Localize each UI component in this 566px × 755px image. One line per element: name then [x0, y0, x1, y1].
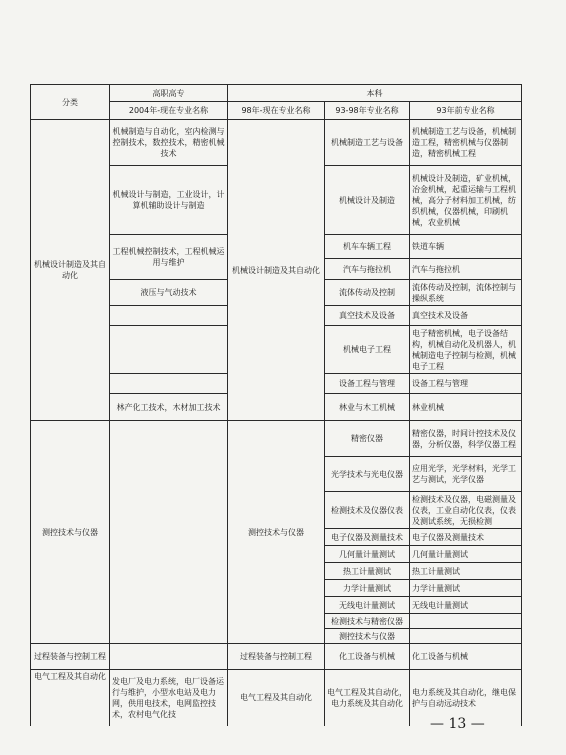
ug-pre93-cell: 热工计量测试: [410, 563, 522, 580]
ug-93-98-cell: 汽车与拖拉机: [325, 259, 410, 280]
ug-93-98-cell: 力学计量测试: [325, 580, 410, 597]
category-cell: 机械设计制造及其自动化: [31, 120, 110, 421]
ug-pre93-cell: 化工设备与机械: [410, 644, 522, 670]
ug98-cell: 机械设计制造及其自动化: [228, 120, 325, 421]
ug-93-98-cell: 检测技术与精密仪器: [325, 614, 410, 629]
vocational-cell: 液压与气动技术: [110, 280, 228, 306]
major-mapping-table: [30, 84, 522, 726]
category-cell: 测控技术与仪器: [31, 421, 110, 644]
ug-pre93-cell: 汽车与拖拉机: [410, 259, 522, 280]
ug-93-98-cell: 无线电计量测试: [325, 597, 410, 614]
ug-93-98-cell: 机械制造工艺与设备: [325, 120, 410, 166]
ug-pre93-cell: 应用光学，光学材料，光学工艺与测试，光学仪器: [410, 457, 522, 492]
ug-93-98-cell: 机车车辆工程: [325, 235, 410, 259]
ug-pre93-cell: 几何量计量测试: [410, 546, 522, 563]
ug-pre93-cell: [410, 614, 522, 629]
vocational-cell: 工程机械控制技术，工程机械运用与维护: [110, 235, 228, 280]
vocational-cell: 机械制造与自动化，室内检测与控制技术，数控技术，精密机械技术: [110, 120, 228, 166]
ug-pre93-cell: 铁道车辆: [410, 235, 522, 259]
ug-93-98-cell: 热工计量测试: [325, 563, 410, 580]
header-ug-93-98: 93-98年专业名称: [325, 102, 410, 120]
ug98-cell: 测控技术与仪器: [228, 421, 325, 644]
vocational-cell: 发电厂及电力系统，电厂设备运行与维护，小型水电站及电力网，供用电技术，电网监控技术，农村电气化技: [110, 670, 228, 726]
ug-93-98-cell: 机械电子工程: [325, 326, 410, 374]
ug-pre93-cell: 电力系统及其自动化，继电保护与自动远动技术: [410, 670, 522, 726]
ug-pre93-cell: 机械制造工艺与设备，机械制造工程，精密机械与仪器制造，精密机械工程: [410, 120, 522, 166]
header-ug-98: 98年-现在专业名称: [228, 102, 325, 120]
ug-93-98-cell: 电子仪器及测量技术: [325, 529, 410, 546]
vocational-cell: [110, 421, 228, 644]
ug-93-98-cell: 光学技术与光电仪器: [325, 457, 410, 492]
page-number: — 13 —: [430, 716, 485, 732]
ug-93-98-cell: 流体传动及控制: [325, 280, 410, 306]
ug-pre93-cell: 流体传动及控制，流体控制与操纵系统: [410, 280, 522, 306]
vocational-cell: 机械设计与制造，工业设计，计算机辅助设计与制造: [110, 166, 228, 235]
ug-pre93-cell: 机械设计及制造，矿业机械，冶金机械，起重运输与工程机械，高分子材料加工机械，纺织机械，仪器机械，印刷机械，农业机械: [410, 166, 522, 235]
header-vocational-sub: 2004年-现在专业名称: [110, 102, 228, 120]
vocational-cell: [110, 644, 228, 670]
ug98-cell: 电气工程及其自动化: [228, 670, 325, 726]
ug98-cell: 过程装备与控制工程: [228, 644, 325, 670]
ug-93-98-cell: 林业与木工机械: [325, 394, 410, 421]
ug-93-98-cell: 精密仪器: [325, 421, 410, 457]
vocational-cell: [110, 306, 228, 326]
ug-93-98-cell: 几何量计量测试: [325, 546, 410, 563]
ug-pre93-cell: 设备工程与管理: [410, 374, 522, 394]
ug-pre93-cell: 电子精密机械，电子设备结构，机械自动化及机器人，机械制造电子控制与检测，机械电子工程: [410, 326, 522, 374]
header-ug-pre93: 93年前专业名称: [410, 102, 522, 120]
ug-pre93-cell: 电子仪器及测量技术: [410, 529, 522, 546]
vocational-cell: [110, 374, 228, 394]
vocational-cell: 林产化工技术，木材加工技术: [110, 394, 228, 421]
ug-93-98-cell: 真空技术及设备: [325, 306, 410, 326]
ug-pre93-cell: 力学计量测试: [410, 580, 522, 597]
ug-93-98-cell: 测控技术与仪器: [325, 629, 410, 644]
ug-93-98-cell: 机械设计及制造: [325, 166, 410, 235]
ug-pre93-cell: 精密仪器，时间计控技术及仪器，分析仪器，科学仪器工程: [410, 421, 522, 457]
category-cell: 电气工程及其自动化: [31, 670, 110, 726]
ug-pre93-cell: 无线电计量测试: [410, 597, 522, 614]
category-cell: 过程装备与控制工程: [31, 644, 110, 670]
ug-pre93-cell: [410, 629, 522, 644]
ug-pre93-cell: 检测技术及仪器，电磁测量及仪表，工业自动化仪表，仪表及测试系统，无损检测: [410, 492, 522, 529]
ug-93-98-cell: 检测技术及仪器仪表: [325, 492, 410, 529]
header-category: 分类: [31, 85, 110, 120]
ug-pre93-cell: 真空技术及设备: [410, 306, 522, 326]
vocational-cell: [110, 326, 228, 374]
ug-pre93-cell: 林业机械: [410, 394, 522, 421]
header-undergrad: 本科: [228, 85, 522, 102]
ug-93-98-cell: 设备工程与管理: [325, 374, 410, 394]
header-vocational: 高职高专: [110, 85, 228, 102]
ug-93-98-cell: 化工设备与机械: [325, 644, 410, 670]
ug-93-98-cell: 电气工程及其自动化，电力系统及其自动化: [325, 670, 410, 726]
